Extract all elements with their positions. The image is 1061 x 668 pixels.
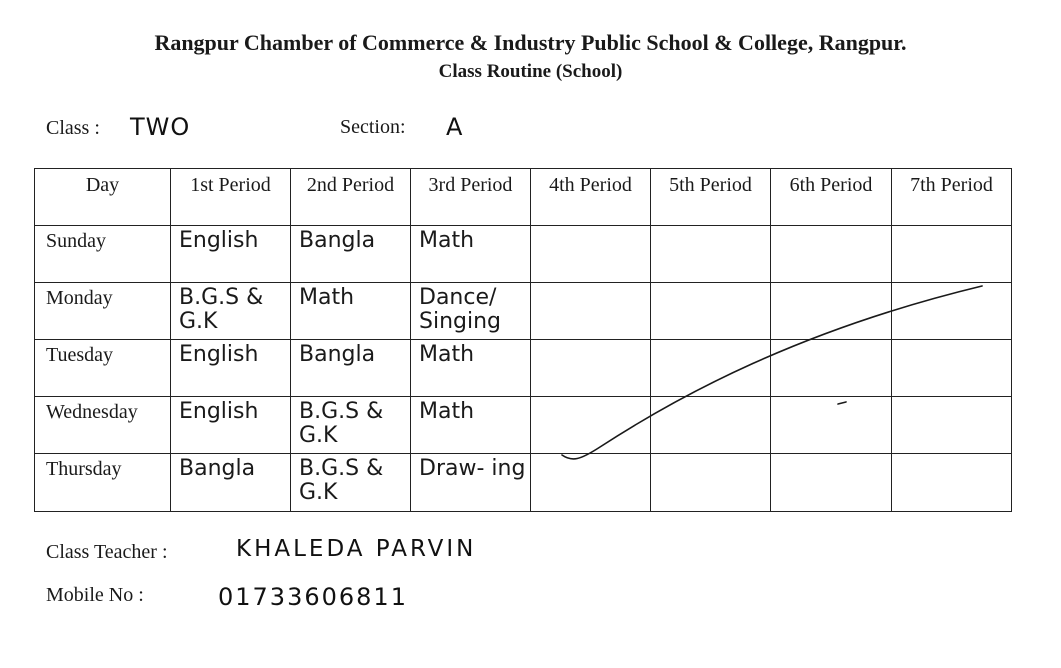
routine-subtitle: Class Routine (School)	[438, 61, 623, 82]
period-cell: English	[171, 226, 291, 283]
period-cell	[892, 283, 1012, 340]
period-cell	[771, 226, 892, 283]
day-cell: Thursday	[35, 454, 171, 512]
period-cell	[651, 340, 771, 397]
period-cell	[531, 226, 651, 283]
period-cell: Bangla	[291, 226, 411, 283]
period-cell	[892, 340, 1012, 397]
routine-table	[34, 168, 1012, 512]
period-cell: Math	[291, 283, 411, 340]
table-row	[35, 454, 1012, 512]
mobile-label: Mobile No :	[46, 584, 144, 606]
period-cell: English	[171, 397, 291, 454]
section-label: Section:	[340, 116, 406, 138]
period-cell: B.G.S & G.K	[291, 397, 411, 454]
period-cell	[651, 283, 771, 340]
column-header: 5th Period	[651, 169, 771, 226]
period-cell	[771, 340, 892, 397]
period-cell: English	[171, 340, 291, 397]
period-cell	[651, 397, 771, 454]
class-label: Class :	[46, 117, 100, 139]
day-cell: Monday	[35, 283, 171, 340]
period-cell	[771, 283, 892, 340]
section-value: A	[446, 113, 464, 141]
class-value: TWO	[130, 113, 191, 141]
column-header: 7th Period	[892, 169, 1012, 226]
column-header: 6th Period	[771, 169, 892, 226]
period-cell	[651, 454, 771, 512]
period-cell: B.G.S & G.K	[171, 283, 291, 340]
period-cell: Math	[411, 397, 531, 454]
column-header: 2nd Period	[291, 169, 411, 226]
column-header: 3rd Period	[411, 169, 531, 226]
period-cell	[892, 454, 1012, 512]
period-cell	[531, 454, 651, 512]
period-cell: B.G.S & G.K	[291, 454, 411, 512]
period-cell: Bangla	[171, 454, 291, 512]
school-title: Rangpur Chamber of Commerce & Industry Public School & College, Rangpur.	[154, 30, 907, 55]
table-header-row	[35, 169, 1012, 226]
period-cell	[531, 397, 651, 454]
table-row	[35, 397, 1012, 454]
period-cell	[651, 226, 771, 283]
day-cell: Sunday	[35, 226, 171, 283]
column-header: 1st Period	[171, 169, 291, 226]
period-cell: Bangla	[291, 340, 411, 397]
mobile-value: 01733606811	[218, 583, 408, 611]
column-header: Day	[35, 169, 171, 226]
period-cell	[892, 397, 1012, 454]
table-row	[35, 283, 1012, 340]
day-cell: Wednesday	[35, 397, 171, 454]
period-cell: Dance/ Singing	[411, 283, 531, 340]
period-cell	[531, 340, 651, 397]
class-teacher-label: Class Teacher :	[46, 541, 168, 563]
period-cell	[531, 283, 651, 340]
table-row	[35, 226, 1012, 283]
period-cell	[892, 226, 1012, 283]
period-cell	[771, 454, 892, 512]
period-cell: Draw- ing	[411, 454, 531, 512]
period-cell	[771, 397, 892, 454]
period-cell: Math	[411, 340, 531, 397]
table-row	[35, 340, 1012, 397]
column-header: 4th Period	[531, 169, 651, 226]
period-cell: Math	[411, 226, 531, 283]
day-cell: Tuesday	[35, 340, 171, 397]
class-teacher-value: KHALEDA PARVIN	[236, 536, 477, 562]
